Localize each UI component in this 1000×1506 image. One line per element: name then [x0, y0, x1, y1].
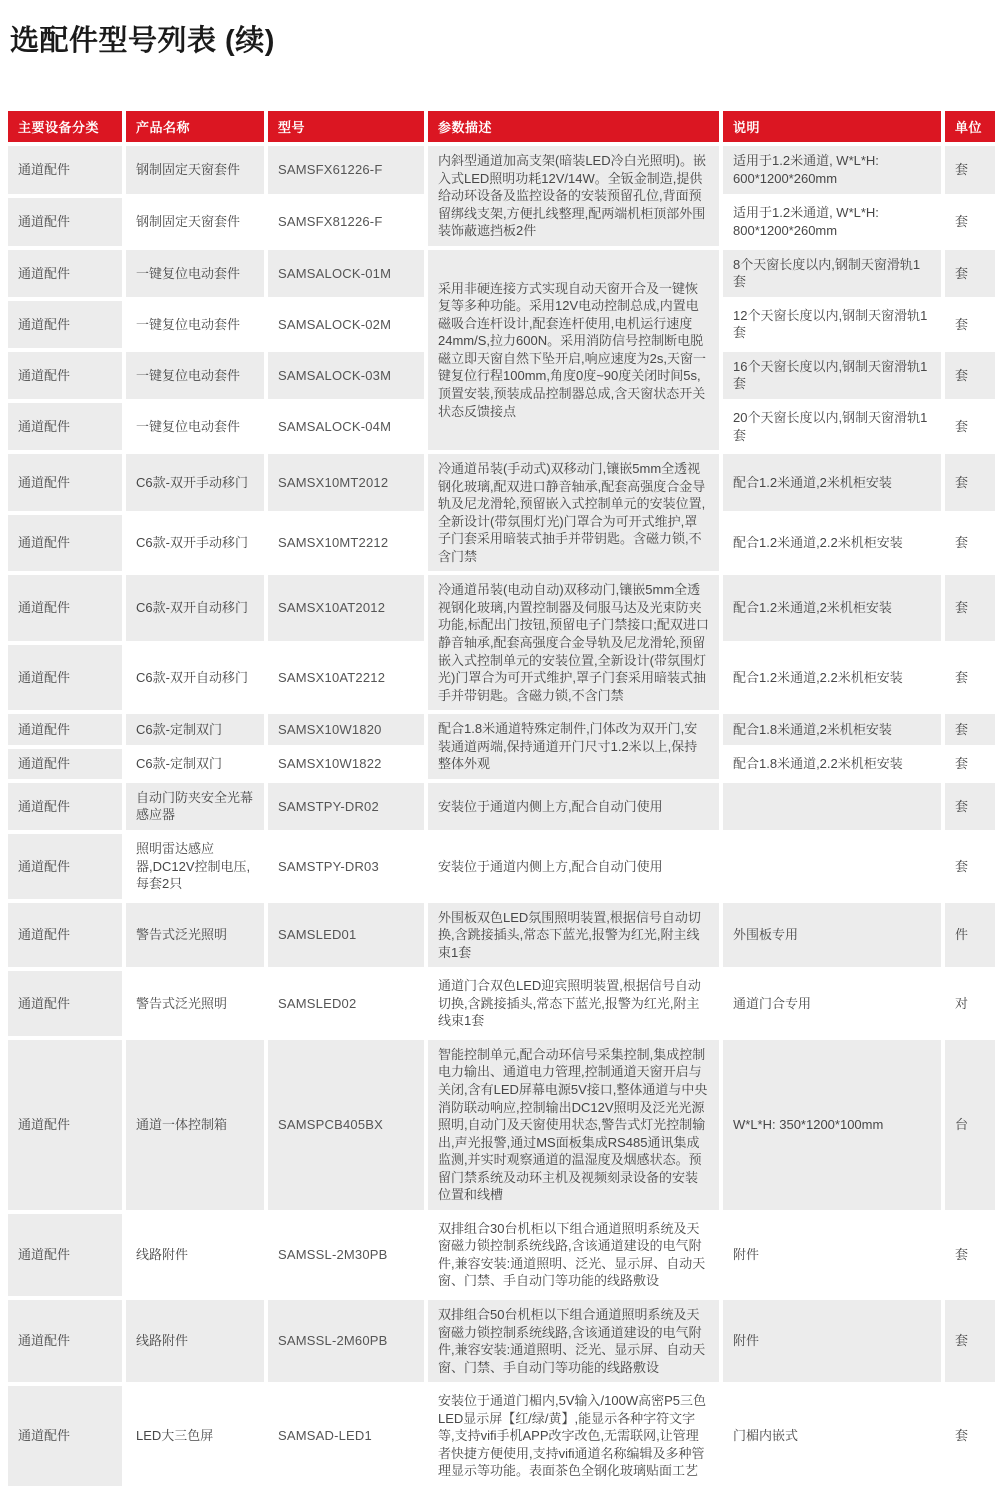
- unit-cell: 套: [945, 454, 995, 511]
- category-cell: 通道配件: [8, 575, 122, 640]
- unit-cell: 套: [945, 250, 995, 297]
- product-cell: 自动门防夹安全光幕感应器: [126, 783, 264, 830]
- product-cell: 一键复位电动套件: [126, 403, 264, 450]
- table-group: [8, 1300, 995, 1382]
- note-cell: 配合1.8米通道,2米机柜安装: [723, 714, 941, 744]
- model-cell: SAMSTPY-DR02: [268, 783, 424, 830]
- note-cell: 附件: [723, 1300, 941, 1382]
- description-cell: 采用非硬连接方式实现自动天窗开合及一键恢复等多种功能。采用12V电动控制总成,内置电磁吸合连杆设计,配套连杆使用,电机运行速度24mm/S,拉力600N。采用消防信号控制断电脱磁立即天窗自然下坠开启,响应速度为2s,天窗一键复位行程100mm,角度0度~90度关闭时间5s,顶置安装,预装成品控制器总成,含天窗状态开关状态反馈接点: [428, 250, 719, 450]
- unit-cell: 套: [945, 1214, 995, 1296]
- category-cell: 通道配件: [8, 834, 122, 899]
- note-cell: 12个天窗长度以内,钢制天窗滑轨1套: [723, 301, 941, 348]
- unit-cell: 套: [945, 515, 995, 572]
- description-cell: 外围板双色LED氛围照明装置,根据信号自动切换,含跳接插头,常态下蓝光,报警为红光,附主线束1套: [428, 903, 719, 968]
- product-cell: 通道一体控制箱: [126, 1040, 264, 1210]
- note-cell: [723, 834, 941, 899]
- description-cell: 配合1.8米通道特殊定制件,门体改为双开门,安装通道两端,保持通道开门尺寸1.2米以上,保持整体外观: [428, 714, 719, 779]
- model-cell: SAMSTPY-DR03: [268, 834, 424, 899]
- category-cell: 通道配件: [8, 783, 122, 830]
- model-cell: SAMSX10MT2012: [268, 454, 424, 511]
- unit-cell: 套: [945, 1300, 995, 1382]
- category-cell: 通道配件: [8, 250, 122, 297]
- unit-cell: 套: [945, 301, 995, 348]
- product-cell: 照明雷达感应器,DC12V控制电压,每套2只: [126, 834, 264, 899]
- table-group: [8, 834, 995, 899]
- accessories-table: [8, 111, 995, 1486]
- category-cell: 通道配件: [8, 352, 122, 399]
- model-cell: SAMSX10MT2212: [268, 515, 424, 572]
- header-model: 型号: [268, 111, 424, 142]
- note-cell: 外围板专用: [723, 903, 941, 968]
- table-group: [8, 1386, 995, 1486]
- product-cell: 警告式泛光照明: [126, 903, 264, 968]
- unit-cell: 套: [945, 645, 995, 710]
- note-cell: 附件: [723, 1214, 941, 1296]
- category-cell: 通道配件: [8, 903, 122, 968]
- model-cell: SAMSALOCK-02M: [268, 301, 424, 348]
- product-cell: 一键复位电动套件: [126, 250, 264, 297]
- note-cell: 16个天窗长度以内,钢制天窗滑轨1套: [723, 352, 941, 399]
- note-cell: 门楣内嵌式: [723, 1386, 941, 1486]
- note-cell: [723, 783, 941, 830]
- category-cell: 通道配件: [8, 1300, 122, 1382]
- note-cell: 通道门合专用: [723, 971, 941, 1036]
- unit-cell: 套: [945, 575, 995, 640]
- header-unit: 单位: [945, 111, 995, 142]
- model-cell: SAMSSL-2M60PB: [268, 1300, 424, 1382]
- table-group: [8, 250, 995, 450]
- note-cell: 配合1.2米通道,2米机柜安装: [723, 575, 941, 640]
- model-cell: SAMSFX81226-F: [268, 198, 424, 246]
- header-description: 参数描述: [428, 111, 719, 142]
- note-cell: 配合1.2米通道,2.2米机柜安装: [723, 645, 941, 710]
- product-cell: C6款-定制双门: [126, 749, 264, 779]
- table-group: [8, 971, 995, 1036]
- model-cell: SAMSX10AT2012: [268, 575, 424, 640]
- category-cell: 通道配件: [8, 454, 122, 511]
- category-cell: 通道配件: [8, 971, 122, 1036]
- description-cell: 安装位于通道内侧上方,配合自动门使用: [428, 834, 719, 899]
- model-cell: SAMSX10W1822: [268, 749, 424, 779]
- category-cell: 通道配件: [8, 1040, 122, 1210]
- table-group: [8, 454, 995, 571]
- product-cell: C6款-双开手动移门: [126, 454, 264, 511]
- category-cell: 通道配件: [8, 403, 122, 450]
- category-cell: 通道配件: [8, 645, 122, 710]
- product-cell: 一键复位电动套件: [126, 352, 264, 399]
- header-note: 说明: [723, 111, 941, 142]
- table-group: [8, 1214, 995, 1296]
- description-cell: 安装位于通道门楣内,5V输入/100W高密P5三色LED显示屏【红/绿/黄】,能显示各种字符文字等,支持vifi手机APP改字改色,无需联网,让管理者快捷方便使用,支持vifi通道名称编辑及多种管理显示等功能。表面茶色全钢化玻璃贴面工艺: [428, 1386, 719, 1486]
- product-cell: LED大三色屏: [126, 1386, 264, 1486]
- unit-cell: 台: [945, 1040, 995, 1210]
- description-cell: 双排组合50台机柜以下组合通道照明系统及天窗磁力锁控制系统线路,含该通道建设的电气附件,兼容安装:通道照明、泛光、显示屏、自动天窗、门禁、手自动门等功能的线路敷设: [428, 1300, 719, 1382]
- header-category: 主要设备分类: [8, 111, 122, 142]
- product-cell: C6款-双开手动移门: [126, 515, 264, 572]
- note-cell: 适用于1.2米通道, W*L*H: 600*1200*260mm: [723, 146, 941, 194]
- description-cell: 内斜型通道加高支架(暗装LED冷白光照明)。嵌入式LED照明功耗12V/14W。全钣金制造,提供给动环设备及监控设备的安装预留孔位,背面预留绑线支架,方便扎线整理,配两端机柜顶部外围装饰蔽遮挡板2件: [428, 146, 719, 246]
- category-cell: 通道配件: [8, 714, 122, 744]
- table-group: [8, 714, 995, 779]
- note-cell: 配合1.2米通道,2.2米机柜安装: [723, 515, 941, 572]
- model-cell: SAMSALOCK-03M: [268, 352, 424, 399]
- table-group: [8, 575, 995, 710]
- unit-cell: 套: [945, 749, 995, 779]
- category-cell: 通道配件: [8, 1386, 122, 1486]
- unit-cell: 套: [945, 146, 995, 194]
- category-cell: 通道配件: [8, 1214, 122, 1296]
- category-cell: 通道配件: [8, 515, 122, 572]
- product-cell: 一键复位电动套件: [126, 301, 264, 348]
- model-cell: SAMSAD-LED1: [268, 1386, 424, 1486]
- category-cell: 通道配件: [8, 301, 122, 348]
- table-group: [8, 146, 995, 246]
- description-cell: 安装位于通道内侧上方,配合自动门使用: [428, 783, 719, 830]
- unit-cell: 套: [945, 783, 995, 830]
- model-cell: SAMSX10AT2212: [268, 645, 424, 710]
- product-cell: 警告式泛光照明: [126, 971, 264, 1036]
- description-cell: 双排组合30台机柜以下组合通道照明系统及天窗磁力锁控制系统线路,含该通道建设的电气附件,兼容安装:通道照明、泛光、显示屏、自动天窗、门禁、手自动门等功能的线路敷设: [428, 1214, 719, 1296]
- model-cell: SAMSFX61226-F: [268, 146, 424, 194]
- note-cell: W*L*H: 350*1200*100mm: [723, 1040, 941, 1210]
- unit-cell: 对: [945, 971, 995, 1036]
- model-cell: SAMSPCB405BX: [268, 1040, 424, 1210]
- note-cell: 配合1.2米通道,2米机柜安装: [723, 454, 941, 511]
- note-cell: 配合1.8米通道,2.2米机柜安装: [723, 749, 941, 779]
- description-cell: 冷通道吊装(手动式)双移动门,镶嵌5mm全透视钢化玻璃,配双进口静音轴承,配套高强度合金导轨及尼龙滑轮,预留嵌入式控制单元的安装位置,全新设计(带氛围灯光)门罩合为可开式维护,罩子门套采用暗装式抽手并带钥匙。含磁力锁,不含门禁: [428, 454, 719, 571]
- product-cell: C6款-双开自动移门: [126, 575, 264, 640]
- product-cell: 线路附件: [126, 1214, 264, 1296]
- description-cell: 通道门合双色LED迎宾照明装置,根据信号自动切换,含跳接插头,常态下蓝光,报警为红光,附主线束1套: [428, 971, 719, 1036]
- product-cell: 钢制固定天窗套件: [126, 198, 264, 246]
- table-group: [8, 783, 995, 830]
- unit-cell: 套: [945, 198, 995, 246]
- product-cell: C6款-双开自动移门: [126, 645, 264, 710]
- model-cell: SAMSX10W1820: [268, 714, 424, 744]
- table-group: [8, 1040, 995, 1210]
- category-cell: 通道配件: [8, 146, 122, 194]
- model-cell: SAMSLED02: [268, 971, 424, 1036]
- product-cell: 钢制固定天窗套件: [126, 146, 264, 194]
- model-cell: SAMSALOCK-01M: [268, 250, 424, 297]
- description-cell: 智能控制单元,配合动环信号采集控制,集成控制电力输出、通道电力管理,控制通道天窗开启与关闭,含有LED屏幕电源5V接口,整体通道与中央消防联动响应,控制输出DC12V照明及泛光光源照明,自动门及天窗使用状态,警告式灯光控制输出,声光报警,通过MS面板集成RS485通讯集成监测,并实时观察通道的温湿度及烟感状态。预留门禁系统及动环主机及视频刻录设备的安装位置和线槽: [428, 1040, 719, 1210]
- model-cell: SAMSALOCK-04M: [268, 403, 424, 450]
- unit-cell: 套: [945, 352, 995, 399]
- model-cell: SAMSLED01: [268, 903, 424, 968]
- table-group: [8, 903, 995, 968]
- product-cell: C6款-定制双门: [126, 714, 264, 744]
- header-product-name: 产品名称: [126, 111, 264, 142]
- table-header-row: [8, 111, 995, 142]
- unit-cell: 套: [945, 403, 995, 450]
- note-cell: 适用于1.2米通道, W*L*H: 800*1200*260mm: [723, 198, 941, 246]
- category-cell: 通道配件: [8, 198, 122, 246]
- page-title: 选配件型号列表 (续): [10, 25, 275, 57]
- model-cell: SAMSSL-2M30PB: [268, 1214, 424, 1296]
- note-cell: 20个天窗长度以内,钢制天窗滑轨1套: [723, 403, 941, 450]
- note-cell: 8个天窗长度以内,钢制天窗滑轨1套: [723, 250, 941, 297]
- unit-cell: 套: [945, 834, 995, 899]
- description-cell: 冷通道吊装(电动自动)双移动门,镶嵌5mm全透视钢化玻璃,内置控制器及伺服马达及光束防夹功能,标配出门按钮,预留电子门禁接口;配双进口静音轴承,配套高强度合金导轨及尼龙滑轮,预留嵌入式控制单元的安装位置,全新设计(带氛围灯光)门罩合为可开式维护,罩子门套采用暗装式抽手并带钥匙。含磁力锁,不含门禁: [428, 575, 719, 710]
- unit-cell: 套: [945, 714, 995, 744]
- unit-cell: 套: [945, 1386, 995, 1486]
- unit-cell: 件: [945, 903, 995, 968]
- category-cell: 通道配件: [8, 749, 122, 779]
- product-cell: 线路附件: [126, 1300, 264, 1382]
